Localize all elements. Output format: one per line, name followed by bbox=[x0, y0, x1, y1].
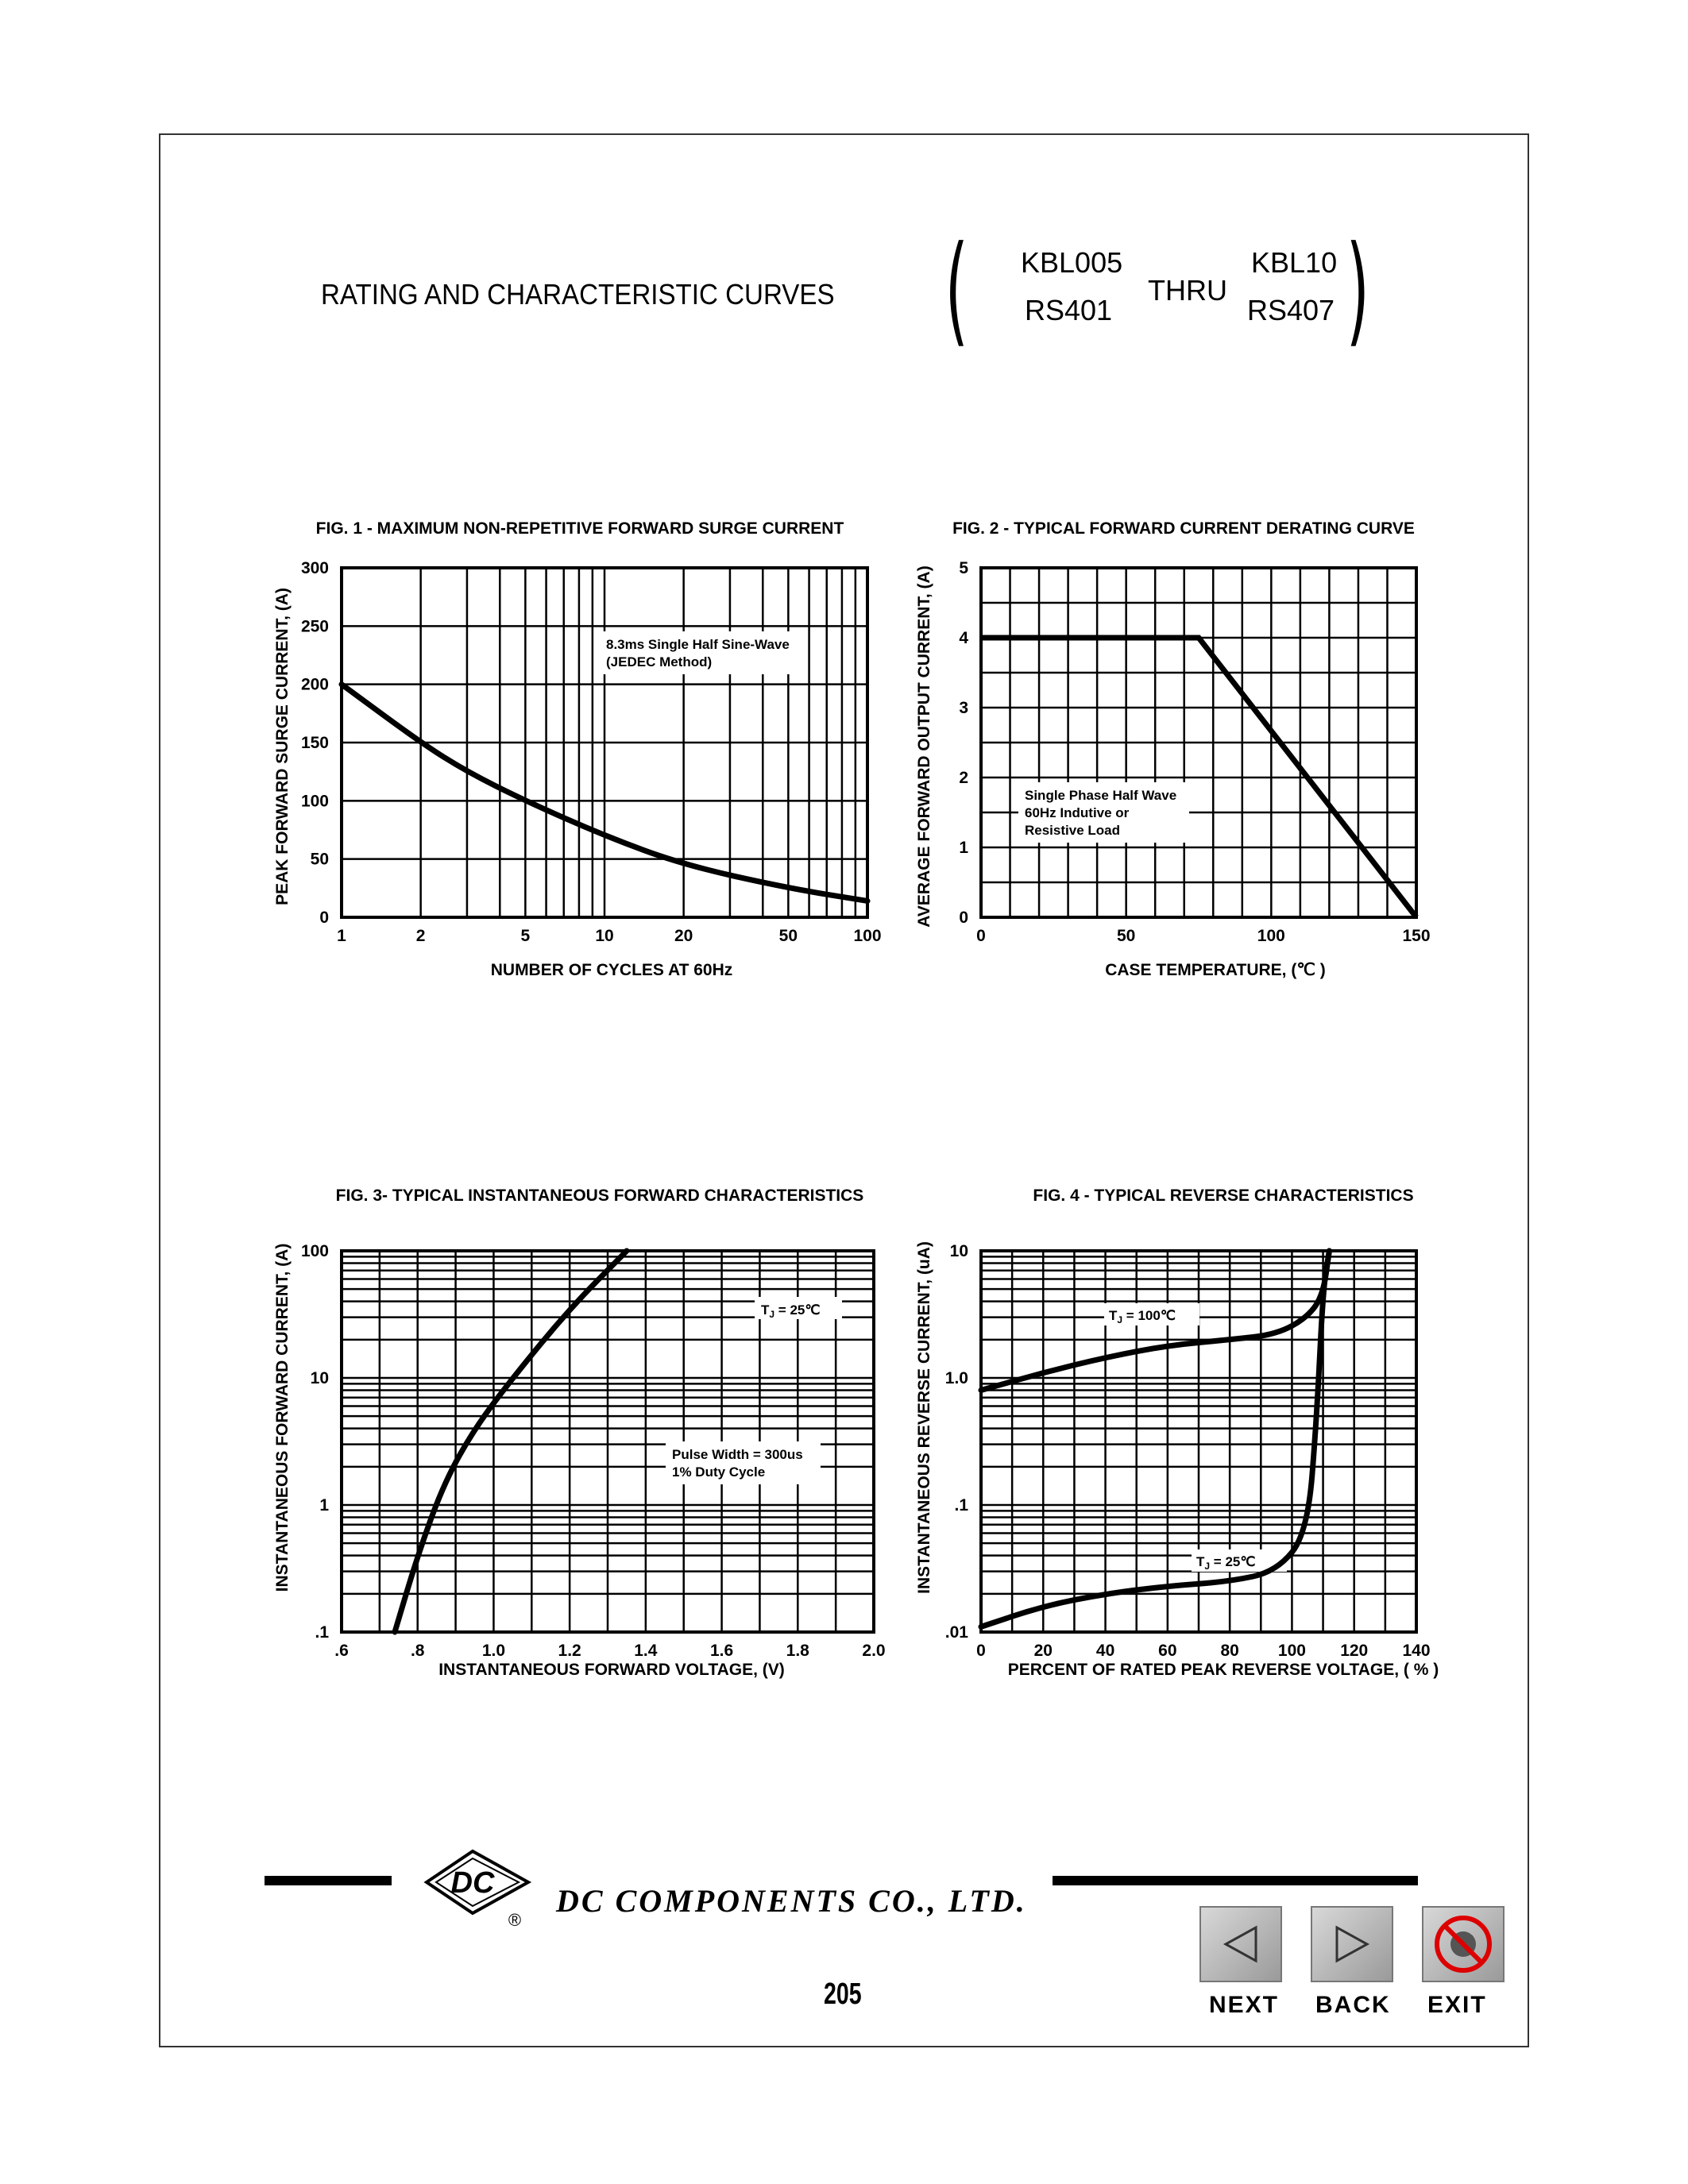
x-tick-label: 150 bbox=[1402, 927, 1431, 945]
x-tick-label: 1.8 bbox=[786, 1642, 809, 1660]
x-tick-label: 10 bbox=[595, 927, 614, 945]
x-tick-label: 1.4 bbox=[634, 1642, 658, 1660]
y-tick-label: 10 bbox=[310, 1369, 329, 1387]
fig2-annotation-line: 60Hz Indutive or bbox=[1025, 805, 1130, 820]
page-title: RATING AND CHARACTERISTIC CURVES bbox=[321, 278, 835, 311]
x-tick-label: 0 bbox=[976, 1642, 986, 1660]
fig4-series1-label-sub: J bbox=[1117, 1314, 1123, 1325]
x-tick-label: 2.0 bbox=[862, 1642, 886, 1660]
x-tick-label: 120 bbox=[1340, 1642, 1369, 1660]
fig4-series2-label-sub: J bbox=[1204, 1561, 1211, 1572]
next-button[interactable] bbox=[1199, 1906, 1282, 1982]
x-tick-label: 100 bbox=[1277, 1642, 1306, 1660]
y-tick-label: 0 bbox=[959, 909, 968, 927]
y-tick-label: 200 bbox=[300, 675, 329, 694]
y-tick-label: .1 bbox=[315, 1623, 329, 1642]
fig4-series1-label-t: T bbox=[1109, 1308, 1118, 1323]
y-tick-label: 150 bbox=[300, 734, 329, 752]
fig3-series-line bbox=[395, 1251, 627, 1632]
x-tick-label: 50 bbox=[778, 927, 798, 945]
exit-label[interactable]: EXIT bbox=[1427, 1992, 1487, 2018]
fig1-ylabel: PEAK FORWARD SURGE CURRENT, (A) bbox=[273, 588, 292, 905]
y-tick-label: 50 bbox=[310, 850, 329, 869]
next-label[interactable]: NEXT bbox=[1209, 1992, 1280, 2018]
x-tick-label: .6 bbox=[334, 1642, 349, 1660]
y-tick-label: 1.0 bbox=[944, 1369, 968, 1387]
fig3-ylabel: INSTANTANEOUS FORWARD CURRENT, (A) bbox=[273, 1243, 292, 1592]
fig1-title: FIG. 1 - MAXIMUM NON-REPETITIVE FORWARD SURGE CURRENT bbox=[315, 519, 844, 538]
x-tick-label: 100 bbox=[1257, 927, 1285, 945]
part-from-2: RS401 bbox=[1025, 294, 1113, 326]
x-tick-label: 50 bbox=[1116, 927, 1136, 945]
x-tick-label: .8 bbox=[410, 1642, 425, 1660]
page-number: 205 bbox=[824, 1978, 862, 2011]
y-tick-label: 300 bbox=[300, 559, 329, 577]
x-tick-label: 60 bbox=[1158, 1642, 1177, 1660]
logo-text: DC bbox=[450, 1866, 495, 1900]
fig4-series1-label-val: = 100℃ bbox=[1122, 1308, 1176, 1323]
fig3-title: FIG. 3- TYPICAL INSTANTANEOUS FORWARD CHARACTERISTICS bbox=[335, 1187, 864, 1205]
fig4-xlabel: PERCENT OF RATED PEAK REVERSE VOLTAGE, ( % ) bbox=[1007, 1661, 1439, 1679]
x-tick-label: 40 bbox=[1095, 1642, 1115, 1660]
part-to-1: KBL10 bbox=[1251, 246, 1338, 279]
x-tick-label: 1.2 bbox=[558, 1642, 581, 1660]
fig4-title: FIG. 4 - TYPICAL REVERSE CHARACTERISTICS bbox=[1033, 1187, 1414, 1205]
fig2-xlabel: CASE TEMPERATURE, (℃ ) bbox=[1105, 961, 1326, 979]
fig3-annotation-line: 1% Duty Cycle bbox=[672, 1464, 766, 1480]
fig2-title: FIG. 2 - TYPICAL FORWARD CURRENT DERATING CURVE bbox=[952, 519, 1415, 538]
x-tick-label: 80 bbox=[1220, 1642, 1239, 1660]
company-logo bbox=[417, 1846, 544, 1934]
x-tick-label: 0 bbox=[976, 927, 986, 945]
x-tick-label: 100 bbox=[853, 927, 882, 945]
y-tick-label: 10 bbox=[949, 1242, 968, 1260]
right-parenthesis: ) bbox=[1346, 221, 1369, 359]
y-tick-label: 2 bbox=[959, 769, 968, 787]
x-tick-label: 140 bbox=[1402, 1642, 1431, 1660]
exit-button[interactable] bbox=[1422, 1906, 1505, 1982]
part-to-2: RS407 bbox=[1247, 294, 1335, 326]
fig4-series2-label-val: = 25℃ bbox=[1210, 1554, 1256, 1569]
fig4-series2-label-t: T bbox=[1196, 1554, 1205, 1569]
left-parenthesis: ( bbox=[944, 221, 968, 359]
x-tick-label: 5 bbox=[520, 927, 531, 945]
y-tick-label: .01 bbox=[944, 1623, 968, 1642]
back-button[interactable] bbox=[1311, 1906, 1393, 1982]
y-tick-label: 3 bbox=[959, 699, 968, 717]
fig3-chart bbox=[262, 1175, 890, 1700]
y-tick-label: 100 bbox=[300, 792, 329, 811]
y-tick-label: .1 bbox=[954, 1496, 968, 1515]
fig4-ylabel: INSTANTANEOUS REVERSE CURRENT, (uA) bbox=[915, 1241, 933, 1594]
page-frame bbox=[159, 133, 1529, 2047]
x-tick-label: 20 bbox=[674, 927, 693, 945]
fig2-chart bbox=[906, 508, 1446, 985]
x-tick-label: 1.6 bbox=[709, 1642, 734, 1660]
part-from-1: KBL005 bbox=[1021, 246, 1123, 279]
y-tick-label: 100 bbox=[300, 1242, 329, 1260]
y-tick-label: 4 bbox=[959, 629, 968, 647]
back-label[interactable]: BACK bbox=[1315, 1992, 1391, 2018]
no-sign-icon bbox=[1431, 1912, 1495, 1976]
x-tick-label: 2 bbox=[415, 927, 426, 945]
fig2-ylabel: AVERAGE FORWARD OUTPUT CURRENT, (A) bbox=[915, 565, 933, 928]
y-tick-label: 1 bbox=[319, 1496, 329, 1515]
fig3-annotation-line: Pulse Width = 300us bbox=[672, 1447, 803, 1462]
fig3-tj-sub: J bbox=[769, 1309, 775, 1320]
fig2-annotation-line: Single Phase Half Wave bbox=[1025, 788, 1177, 803]
fig1-annotation-line: 8.3ms Single Half Sine-Wave bbox=[606, 637, 790, 652]
y-tick-label: 250 bbox=[300, 617, 329, 636]
registered-mark: ® bbox=[508, 1910, 522, 1930]
footer-rule-right bbox=[1053, 1876, 1418, 1885]
y-tick-label: 5 bbox=[959, 559, 968, 577]
fig1-chart bbox=[262, 508, 890, 985]
fig1-xlabel: NUMBER OF CYCLES AT 60Hz bbox=[490, 961, 733, 979]
fig1-annotation-line: (JEDEC Method) bbox=[606, 654, 713, 669]
footer-rule-left bbox=[265, 1876, 392, 1885]
x-tick-label: 20 bbox=[1033, 1642, 1053, 1660]
fig3-tj-t: T bbox=[761, 1302, 770, 1318]
y-tick-label: 1 bbox=[959, 839, 968, 857]
x-tick-label: 1 bbox=[337, 927, 346, 945]
fig2-annotation-line: Resistive Load bbox=[1025, 823, 1120, 838]
triangle-left-icon bbox=[1221, 1924, 1261, 1964]
x-tick-label: 1.0 bbox=[481, 1642, 506, 1660]
thru-label: THRU bbox=[1148, 274, 1227, 307]
company-name: DC COMPONENTS CO., LTD. bbox=[556, 1883, 1027, 1919]
fig4-chart bbox=[906, 1175, 1446, 1700]
triangle-right-icon bbox=[1332, 1924, 1372, 1964]
fig3-tj-val: = 25℃ bbox=[774, 1302, 821, 1318]
y-tick-label: 0 bbox=[319, 909, 329, 927]
fig3-xlabel: INSTANTANEOUS FORWARD VOLTAGE, (V) bbox=[438, 1661, 785, 1679]
